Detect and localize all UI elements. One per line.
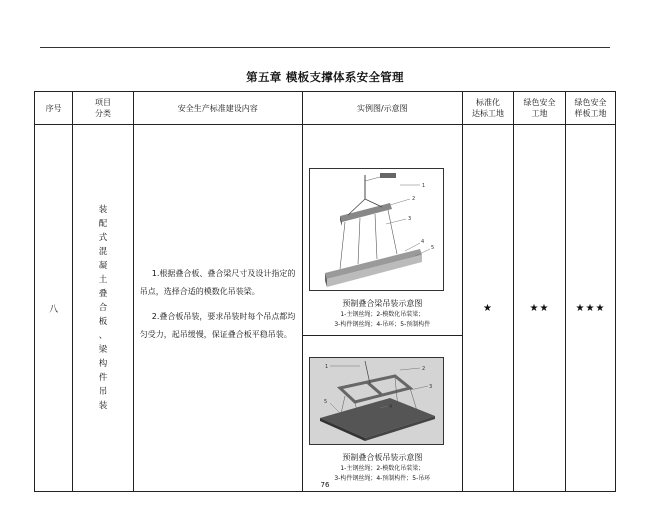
header-green-model-line2: 样板工地 <box>574 109 607 118</box>
stars-standard: ★ <box>463 125 514 492</box>
category-char: 构 <box>98 359 108 369</box>
stars-green: ★★ <box>513 125 565 492</box>
svg-text:4: 4 <box>388 403 392 410</box>
slab-hoisting-figure <box>309 357 444 445</box>
category-char: 吊 <box>98 387 108 397</box>
category-char: 式 <box>98 233 108 243</box>
row-seq: 八 <box>35 125 73 492</box>
beam-hoisting-illustration <box>310 169 443 290</box>
header-green-model-line1: 绿色安全 <box>574 98 607 107</box>
slab-figure-legend-line2: 3-构件钢丝绳；4-预制构件；5-吊环 <box>334 474 431 482</box>
svg-text:1: 1 <box>324 363 328 370</box>
svg-text:5: 5 <box>323 398 327 405</box>
header-standard-line2: 达标工地 <box>472 109 504 118</box>
header-standard <box>463 92 514 125</box>
page-number: 76 <box>320 481 330 489</box>
header-rule <box>40 47 610 48</box>
header-seq: 序号 <box>35 92 73 125</box>
header-category-line1: 项目 <box>95 98 111 107</box>
category-char: 装 <box>98 205 108 215</box>
slab-figure-legend-line1: 1-主钢丝绳；2-模数化吊装梁； <box>340 464 425 472</box>
header-example: 实例图/示意图 <box>302 92 462 125</box>
header-green <box>513 92 565 125</box>
header-standard-line1: 标准化 <box>476 98 500 107</box>
row-category <box>73 125 134 492</box>
header-green-model <box>566 92 616 125</box>
header-green-line2: 工地 <box>531 109 548 118</box>
table-row <box>35 125 616 492</box>
category-char: 配 <box>98 219 108 229</box>
header-category <box>73 92 134 125</box>
category-char: 、 <box>98 331 108 341</box>
category-vertical-text <box>73 203 133 413</box>
header-content: 安全生产标准建设内容 <box>133 92 302 125</box>
chapter-title: 第五章 模板支撑体系安全管理 <box>246 70 404 84</box>
beam-figure-legend-line1: 1-主钢丝绳；2-模数化吊装梁； <box>340 310 425 318</box>
category-char: 叠 <box>98 289 108 299</box>
row-content <box>133 125 302 492</box>
category-char: 合 <box>98 303 108 313</box>
category-char: 混 <box>98 247 108 257</box>
category-char: 件 <box>98 373 108 383</box>
svg-text:5: 5 <box>430 244 434 251</box>
svg-text:4: 4 <box>420 238 424 245</box>
category-char: 板 <box>98 317 108 327</box>
header-category-line2: 分类 <box>95 109 111 118</box>
category-char: 凝 <box>98 261 108 271</box>
row-figures <box>302 125 462 492</box>
svg-text:1: 1 <box>421 182 425 189</box>
content-paragraph-1: 1.根据叠合板、叠合梁尺寸及设计指定的吊点，选择合适的模数化吊装梁。 <box>139 269 296 296</box>
slab-hoisting-illustration <box>310 358 443 444</box>
svg-text:2: 2 <box>411 195 415 202</box>
svg-text:2: 2 <box>421 365 425 372</box>
header-green-line1: 绿色安全 <box>523 98 556 107</box>
category-char: 土 <box>98 275 108 285</box>
content-paragraph-2: 2.叠合板吊装，要求吊装时每个吊点都均匀受力，起吊缓慢，保证叠合板平稳吊装。 <box>139 312 296 339</box>
figure-divider <box>303 335 462 336</box>
category-char: 装 <box>98 401 108 411</box>
svg-text:3: 3 <box>428 383 432 390</box>
beam-figure-legend <box>303 310 462 330</box>
svg-text:3: 3 <box>407 215 411 222</box>
category-char: 梁 <box>98 345 108 355</box>
safety-standard-table <box>34 91 616 492</box>
slab-figure-title: 预制叠合板吊装示意图 <box>342 452 423 462</box>
beam-figure-title: 预制叠合梁吊装示意图 <box>342 298 423 308</box>
beam-hoisting-figure <box>309 168 444 291</box>
beam-figure-legend-line2: 3-构件钢丝绳；4-吊环；5-预制构件 <box>334 320 431 328</box>
stars-green-model: ★★★ <box>566 125 616 492</box>
header-row <box>35 92 616 125</box>
